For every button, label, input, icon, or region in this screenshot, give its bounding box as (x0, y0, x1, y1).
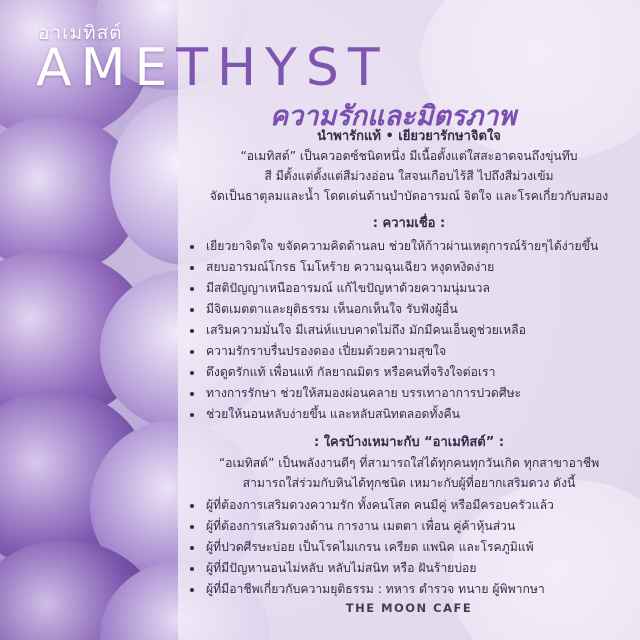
belief-item: • ช่วยให้นอนหลับง่ายขึ้น และหลับสนิทตลอดทั้งคืน (204, 404, 632, 425)
belief-item: • สยบอารมณ์โกรธ โมโหร้าย ความฉุนเฉียว หงุดหงิดง่าย (204, 257, 632, 278)
intro-line: “อเมทิสต์” เป็นควอตซ์ชนิดหนึ่ง มีเนื้อตั้งแต่ใสสะอาดจนถึงขุ่นทึบ (240, 149, 578, 163)
belief-item: • มีสติปัญญาเหนืออารมณ์ แก้ไขปัญหาด้วยความนุ่มนวล (204, 278, 632, 299)
title-part-purple: THYST (176, 38, 389, 98)
intro-heading: นำพารักแท้ • เยียวยารักษาจิตใจ (317, 129, 501, 144)
suitable-line: “อเมทิสต์” เป็นพลังงานดีๆ ที่สามารถใส่ได้ทุกคนทุกวันเกิด ทุกสาขาอาชีพ (218, 456, 600, 470)
suitable-list (186, 495, 632, 600)
belief-item: • ความรักราบรื่นปรองดอง เปี่ยมด้วยความสุขใจ (204, 341, 632, 362)
suitable-heading: : ใครบ้างเหมาะกับ “อาเมทิสต์” : (313, 435, 505, 450)
intro-line: สี มีตั้งแต่ตั้งแต่สีม่วงอ่อน ใสจนเกือบไร้สี ไปถึงสีม่วงเข้ม (264, 169, 554, 183)
belief-item: • ทางการรักษา ช่วยให้สมองผ่อนคลาย บรรเทาอาการปวดศีษะ (204, 383, 632, 404)
suitable-item: • ผู้ที่มีปัญหานอนไม่หลับ หลับไม่สนิท หรือ ฝันร้ายบ่อย (204, 558, 632, 579)
content (186, 128, 632, 600)
brand-footer: THE MOON CAFE (345, 601, 473, 615)
suitable-item: • ผู้ที่ปวดศีรษะบ่อย เป็นโรคไมเกรน เครียด แพนิค และโรคภูมิแพ้ (204, 537, 632, 558)
suitable-line: สามารถใส่ร่วมกับหินได้ทุกชนิด เหมาะกับผู้ที่อยากเสริมดวง ดังนี้ (242, 476, 576, 490)
page-title (36, 38, 389, 98)
belief-item: • ดึงดูดรักแท้ เพื่อนแท้ กัลยาณมิตร หรือคนที่จริงใจต่อเรา (204, 362, 632, 383)
title-part-white: AME (36, 38, 177, 98)
suitable-item: • ผู้ที่ต้องการเสริมดวงด้าน การงาน เมตตา เพื่อน คู่ค้าหุ้นส่วน (204, 516, 632, 537)
belief-item: • เยียวยาจิตใจ ขจัดความคิดด้านลบ ช่วยให้ก้าวผ่านเหตุการณ์ร้ายๆได้ง่ายขึ้น (204, 236, 632, 257)
suitable-item: • ผู้ที่มีอาชีพเกี่ยวกับความยุติธรรม : ทหาร ตำรวจ ทนาย ผู้พิพากษา (204, 579, 632, 600)
belief-item: • เสริมความมั่นใจ มีเสน่ห์แบบคาดไม่ถึง มักมีคนเอ็นดูช่วยเหลือ (204, 320, 632, 341)
suitable-item: • ผู้ที่ต้องการเสริมดวงความรัก ทั้งคนโสด คนมีคู่ หรือมีครอบครัวแล้ว (204, 495, 632, 516)
beliefs-heading: : ความเชื่อ : (372, 216, 446, 231)
thai-title: อาเมทิสต์ (38, 22, 123, 44)
subtitle: ความรักและมิตรภาพ (270, 101, 517, 132)
intro-line: จัดเป็นธาตุลมและน้ำ โดดเด่นด้านบำบัดอารมณ์ จิตใจ และโรคเกี่ยวกับสมอง (209, 189, 609, 203)
belief-item: • มีจิตเมตตาและยุติธรรม เห็นอกเห็นใจ รับฟังผู้อื่น (204, 299, 632, 320)
beliefs-list (186, 236, 632, 425)
